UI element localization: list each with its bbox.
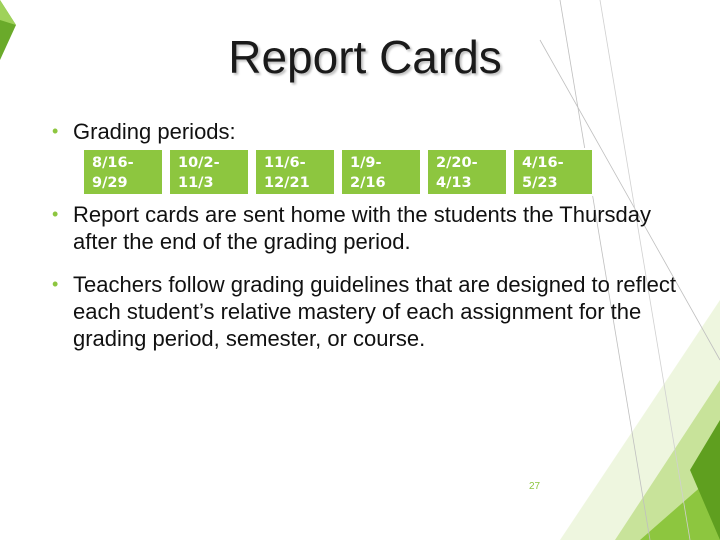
period-end: 4/13 (436, 175, 472, 191)
bullet-grading-periods (52, 118, 692, 145)
page-number: 27 (529, 481, 541, 492)
period-end: 12/21 (264, 175, 310, 191)
period-end: 11/3 (178, 175, 214, 191)
period-start: 4/16- (522, 155, 564, 171)
bullet-dot-icon: • (52, 204, 59, 224)
grading-periods-row (82, 148, 594, 196)
period-end: 9/29 (92, 175, 128, 191)
grading-period-box (168, 148, 250, 196)
period-start: 2/20- (436, 155, 478, 171)
period-start: 1/9- (350, 155, 382, 171)
period-start: 11/6- (264, 155, 306, 171)
bullet-text: Report cards are sent home with the students the Thursday after the end of the grading period. (73, 202, 652, 254)
period-start: 8/16- (92, 155, 134, 171)
grading-period-box (512, 148, 594, 196)
bullet-teachers (52, 271, 692, 352)
period-end: 5/23 (522, 175, 558, 191)
period-end: 2/16 (350, 175, 386, 191)
bullet-report-cards (52, 201, 692, 255)
bullet-text: Teachers follow grading guidelines that are designed to reflect each student’s relative mastery of each assignment for the grading period, semester, or course. (73, 272, 676, 351)
grading-period-box (340, 148, 422, 196)
bullet-dot-icon: • (52, 274, 59, 294)
bullet-text: Grading periods: (73, 119, 236, 144)
grading-period-box (82, 148, 164, 196)
grading-period-box (254, 148, 336, 196)
bullet-dot-icon: • (52, 121, 59, 141)
period-start: 10/2- (178, 155, 220, 171)
grading-period-box (426, 148, 508, 196)
slide-title: Report Cards (228, 31, 502, 83)
